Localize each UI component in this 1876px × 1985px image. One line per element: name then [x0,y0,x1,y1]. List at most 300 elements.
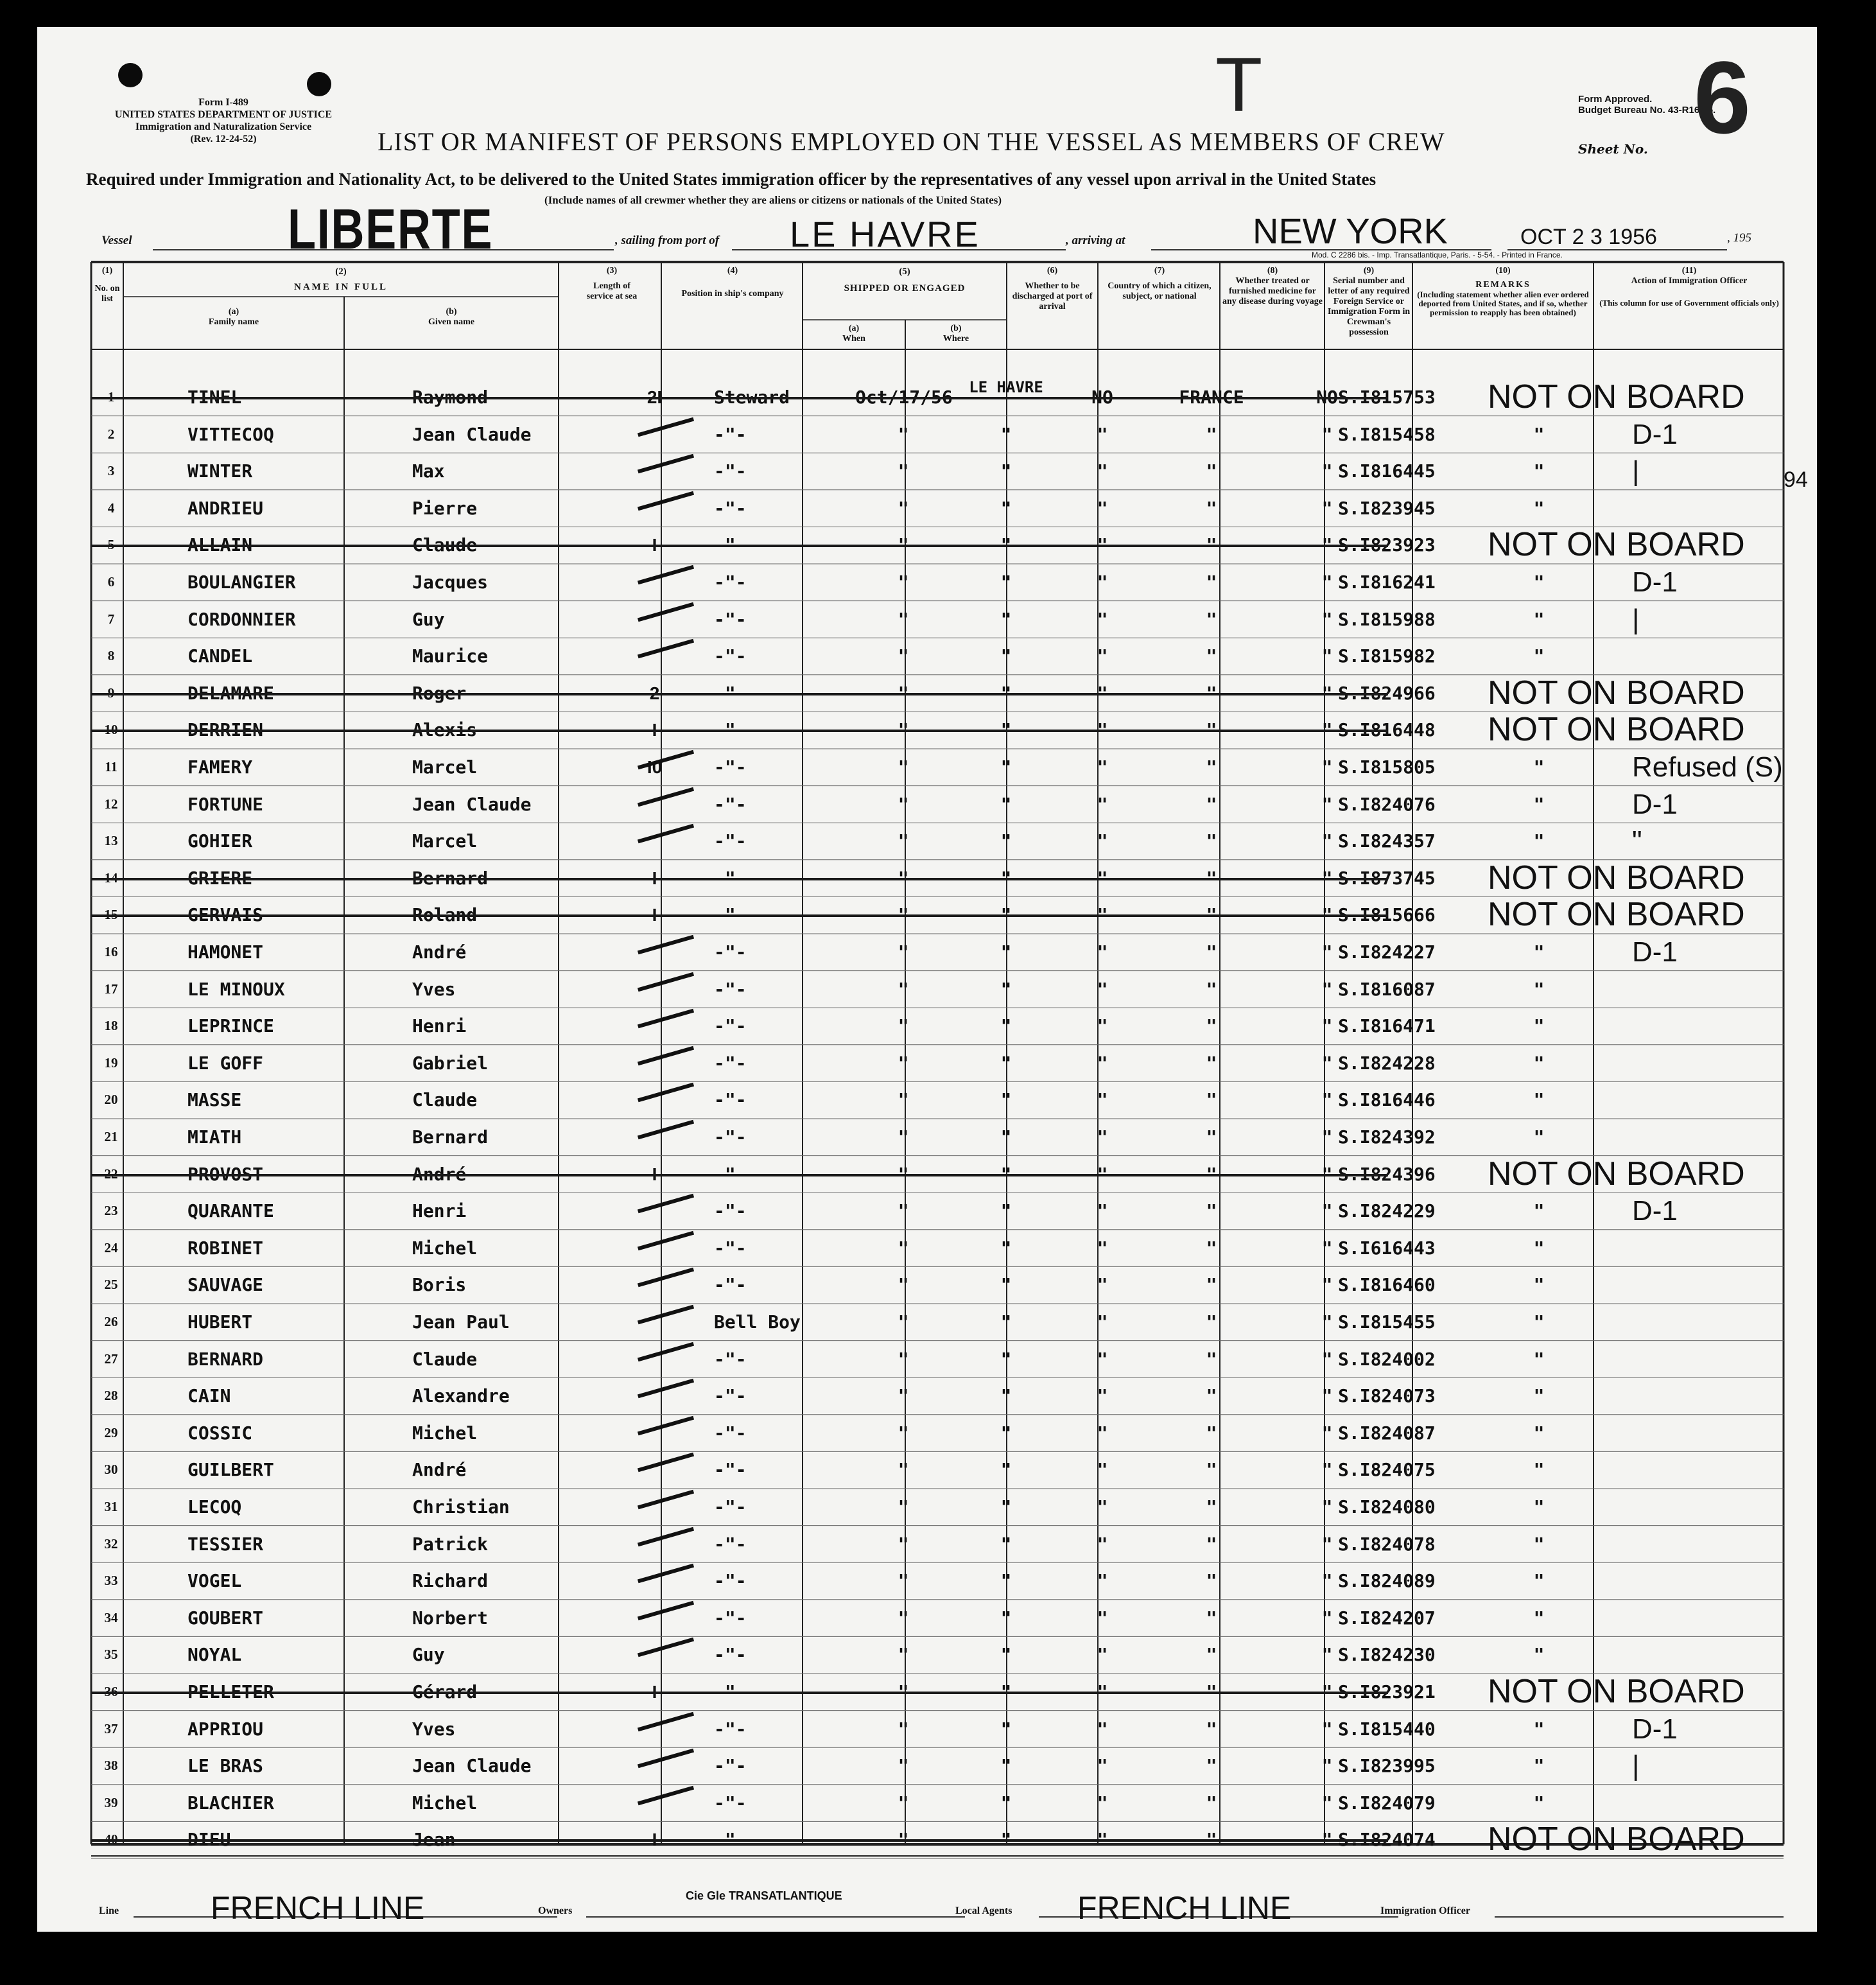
discharged-flag: " [1097,1200,1108,1222]
given-name: Guy [412,1644,445,1666]
col-remarks-header: (10) REMARKS (Including statement whether alien ever ordered deported from United States, and if so, whether permission to reapply has been obtained) [1417,266,1589,317]
shipped-when: " [898,1348,909,1370]
given-name: André [412,941,467,963]
discharged-flag: " [1097,830,1108,852]
list-number: 25 [104,1277,118,1293]
shipped-when: " [898,941,909,963]
family-name: APPRIOU [187,1718,264,1740]
medicine-flag: " [1321,1681,1333,1702]
serial-number: S.I815805 [1338,756,1436,778]
remarks: " [1533,572,1545,593]
discharged-flag: " [1097,1422,1108,1444]
shipped-where: " [1000,719,1012,741]
country: " [1206,1459,1217,1481]
discharged-flag: " [1097,1126,1108,1148]
table-row [91,379,1825,416]
shipped-where: " [1000,1718,1012,1740]
line-value: FRENCH LINE [211,1890,425,1926]
list-number: 24 [104,1239,118,1255]
table-row [91,1377,1825,1415]
officer-action [1632,1266,1825,1304]
shipped-when: " [898,830,909,852]
family-name: BERNARD [187,1348,264,1370]
position: -"- [714,1385,747,1407]
family-name: QUARANTE [187,1200,274,1222]
remarks: " [1533,1570,1545,1592]
shipped-where: " [1000,1792,1012,1814]
table-row [91,1747,1825,1785]
given-name: Pierre [412,497,478,519]
strike-through-line [91,545,1388,547]
family-name: LE BRAS [187,1755,264,1777]
position: -"- [714,1200,747,1222]
shipped-where: " [1000,1644,1012,1666]
position: -"- [714,756,747,778]
discharged-flag: " [1097,423,1108,445]
discharged-flag: " [1097,1348,1108,1370]
service-length: I [652,1830,657,1850]
country: " [1206,1792,1217,1814]
shipped-where: " [1000,645,1012,667]
medicine-flag: " [1321,978,1333,1000]
country: " [1206,1570,1217,1592]
serial-number: S.I816087 [1338,978,1436,1000]
table-row [91,712,1825,749]
country: " [1206,460,1217,482]
shipped-where: " [1000,1459,1012,1481]
shipped-when: " [898,1570,909,1592]
officer-action: D-1 [1632,566,1678,598]
position: -"- [714,682,747,704]
given-name: Roger [412,682,467,704]
table-row [91,675,1825,712]
shipped-where: " [1000,682,1012,704]
shipped-when: " [898,978,909,1000]
officer-action: D-1 [1632,1195,1678,1227]
not-on-board-stamp: NOT ON BOARD [1488,859,1745,896]
country: " [1206,978,1217,1000]
service-length: I [652,720,657,740]
not-on-board-stamp: NOT ON BOARD [1488,1821,1745,1858]
list-number: 7 [107,611,115,627]
list-number: 19 [104,1054,118,1071]
serial-number: S.I816445 [1338,460,1436,482]
given-name: Henri [412,1015,467,1037]
medicine-flag: " [1321,1533,1333,1555]
given-name: Marcel [412,756,478,778]
col-medicine-header: (8) Whether treated or furnished medicine for any disease during voyage [1222,266,1323,306]
table-row [91,1674,1825,1711]
serial-number: S.I824073 [1338,1385,1436,1407]
serial-number: S.I816471 [1338,1015,1436,1037]
medicine-flag: " [1321,572,1333,593]
medicine-flag: " [1321,1755,1333,1777]
discharged-flag: " [1097,645,1108,667]
shipped-where: " [1000,1311,1012,1333]
medicine-flag: " [1321,941,1333,963]
medicine-flag: " [1321,1792,1333,1814]
officer-action [1632,1377,1825,1415]
serial-number: S.I824966 [1338,682,1436,704]
country: " [1206,793,1217,815]
col-given-header: (b) Given name [428,307,474,327]
family-name: MIATH [187,1126,242,1148]
shipped-when: " [898,608,909,630]
list-number: 12 [104,796,118,812]
family-name: COSSIC [187,1422,253,1444]
col-country-header: (7) Country of which a citizen, subject, or national [1107,266,1212,301]
shipped-where: " [1000,1163,1012,1185]
officer-action: | [1632,1750,1640,1782]
list-number: 40 [104,1832,118,1848]
form-number: Form I-489 [198,97,248,108]
medicine-flag: " [1321,1052,1333,1074]
remarks: " [1533,460,1545,482]
family-name: PROVOST [187,1163,264,1185]
discharged-flag: " [1097,793,1108,815]
shipped-where: " [1000,793,1012,815]
given-name: Jean Claude [412,423,532,445]
medicine-flag: " [1321,1570,1333,1592]
shipped-when: " [898,423,909,445]
family-name: TINEL [187,387,242,408]
medicine-flag: " [1321,1126,1333,1148]
list-number: 38 [104,1758,118,1774]
position: -"- [714,1422,747,1444]
owners-underline [586,1916,965,1918]
list-number: 31 [104,1499,118,1514]
remarks: " [1533,1459,1545,1481]
table-row [91,1489,1825,1526]
service-length: 2 [649,683,660,703]
shipped-where: " [1000,941,1012,963]
shipped-where: " [1000,1496,1012,1517]
remarks: " [1533,1015,1545,1037]
list-number: 2 [107,426,115,442]
shipped-where: " [1000,460,1012,482]
discharged-flag: " [1097,1570,1108,1592]
table-row [91,638,1825,675]
serial-number: S.I823995 [1338,1755,1436,1777]
given-name: Claude [412,534,478,556]
remarks: " [1533,1385,1545,1407]
serial-number: S.I815440 [1338,1718,1436,1740]
given-name: Jean Claude [412,793,532,815]
officer-action: D-1 [1632,418,1678,450]
printer-note: Mod. C 2286 bis. - Imp. Transatlantique, Paris. - 5-54. - Printed in France. [1312,250,1563,259]
family-name: PELLETER [187,1681,274,1702]
shipped-where: " [1000,1607,1012,1629]
family-name: WINTER [187,460,253,482]
list-number: 36 [104,1684,118,1699]
service-length: I [652,1682,657,1702]
given-name: Bernard [412,867,489,889]
country: " [1206,1052,1217,1074]
officer-action: D-1 [1632,1713,1678,1745]
officer-action [1632,971,1825,1008]
serial-number: S.I824357 [1338,830,1436,852]
given-name: Max [412,460,445,482]
table-row [91,1081,1825,1119]
list-number: 14 [104,870,118,886]
col-discharged-header: (6) Whether to be discharged at port of arrival [1012,266,1093,311]
family-name: DELAMARE [187,682,274,704]
not-on-board-stamp: NOT ON BOARD [1488,674,1745,712]
country: " [1206,1644,1217,1666]
table-row [91,564,1825,601]
discharged-flag: " [1097,1274,1108,1296]
shipped-when: " [898,1052,909,1074]
strike-through-line [91,914,1388,917]
remarks: " [1533,497,1545,519]
country: " [1206,867,1217,889]
given-name: Yves [412,1718,456,1740]
family-name: GRIERE [187,867,253,889]
medicine-flag: " [1321,1459,1333,1481]
medicine-flag: " [1321,719,1333,741]
shipped-when: " [898,1607,909,1629]
position: Bell Boy [714,1311,801,1333]
medicine-flag: " [1321,1089,1333,1111]
not-on-board-stamp: NOT ON BOARD [1488,711,1745,749]
service-length: I0 [647,757,663,777]
given-name: Raymond [412,387,489,408]
table-row [91,1451,1825,1489]
discharged-flag: " [1097,867,1108,889]
position: -"- [714,793,747,815]
budget-bureau-number: Budget Bureau No. 43-R165.5. [1578,105,1716,116]
approval-text: Form Approved. [1578,94,1653,105]
table-row [91,1193,1825,1230]
table-row [91,971,1825,1008]
shipped-where: " [1000,608,1012,630]
shipped-when: " [898,756,909,778]
position: -"- [714,1570,747,1592]
country: " [1206,1496,1217,1517]
shipped-when: " [898,1681,909,1702]
discharged-flag: " [1097,682,1108,704]
discharged-flag: " [1097,1089,1108,1111]
serial-number: S.I816446 [1338,1089,1436,1111]
remarks: " [1533,793,1545,815]
sailing-label: , sailing from port of [615,234,720,247]
medicine-flag: " [1321,423,1333,445]
given-name: Claude [412,1089,478,1111]
country: " [1206,1607,1217,1629]
discharged-flag: " [1097,608,1108,630]
position: -"- [714,1607,747,1629]
given-name: Alexis [412,719,478,741]
table-row [91,934,1825,971]
list-number: 21 [104,1129,118,1144]
serial-number: S.I873745 [1338,867,1436,889]
discharged-flag: " [1097,1755,1108,1777]
officer-action [1632,490,1825,527]
list-number: 28 [104,1388,118,1404]
shipped-where: " [1000,1348,1012,1370]
shipped-when: " [898,1089,909,1111]
strike-through-line [91,730,1388,732]
list-number: 5 [107,537,115,553]
position: -"- [714,1681,747,1702]
serial-number: S.I616443 [1338,1237,1436,1259]
medicine-flag: " [1321,1237,1333,1259]
discharged-flag: " [1097,719,1108,741]
table-row [91,1266,1825,1304]
country: " [1206,1237,1217,1259]
port-of-departure: LE HAVRE [790,214,980,254]
medicine-flag: " [1321,867,1333,889]
shipped-when: " [898,904,909,926]
list-number: 33 [104,1573,118,1589]
given-name: Guy [412,608,445,630]
given-name: Michel [412,1422,478,1444]
shipped-where: " [1000,1829,1012,1851]
table-row [91,1711,1825,1748]
remarks: " [1533,1237,1545,1259]
list-number: 37 [104,1720,118,1736]
table-row [91,1415,1825,1452]
list-number: 13 [104,833,118,849]
serial-number: S.I824087 [1338,1422,1436,1444]
medicine-flag: " [1321,1496,1333,1517]
position: -"- [714,1015,747,1037]
strike-through-line [91,1692,1388,1694]
remarks: " [1533,1348,1545,1370]
shipped-when: " [898,1533,909,1555]
shipped-where: " [1000,904,1012,926]
country: " [1206,1829,1217,1851]
medicine-flag: " [1321,830,1333,852]
given-name: Marcel [412,830,478,852]
country: " [1206,719,1217,741]
position: -"- [714,1348,747,1370]
table-row [91,1008,1825,1045]
family-name: LEPRINCE [187,1015,274,1037]
family-name: HUBERT [187,1311,253,1333]
shipped-where: " [1000,830,1012,852]
family-name: SAUVAGE [187,1274,264,1296]
family-name: FAMERY [187,756,253,778]
family-name: CORDONNIER [187,608,296,630]
shipped-when: " [898,1163,909,1185]
serial-number: S.I824230 [1338,1644,1436,1666]
shipped-where: " [1000,1274,1012,1296]
officer-action [1632,1451,1825,1489]
medicine-flag: " [1321,793,1333,815]
position: -"- [714,867,747,889]
remarks: " [1533,830,1545,852]
position: -"- [714,1089,747,1111]
list-number: 30 [104,1462,118,1478]
remarks: " [1533,1126,1545,1148]
given-name: Alexandre [412,1385,510,1407]
position: -"- [714,830,747,852]
owners-value: Cie Gle TRANSATLANTIQUE [686,1889,842,1902]
medicine-flag: " [1321,1348,1333,1370]
country: " [1206,1163,1217,1185]
officer-action [1632,1785,1825,1822]
list-number: 26 [104,1314,118,1329]
family-name: ALLAIN [187,534,253,556]
table-row [91,1156,1825,1193]
shipped-when: " [898,719,909,741]
shipped-where: " [1000,1015,1012,1037]
service-length: I [652,868,657,888]
shipped-where: " [1000,978,1012,1000]
remarks: " [1533,1755,1545,1777]
serial-number: S.I824075 [1338,1459,1436,1481]
family-name: DERRIEN [187,719,264,741]
country: " [1206,1311,1217,1333]
shipped-when: " [898,1792,909,1814]
position: -"- [714,719,747,741]
shipped-when: " [898,534,909,556]
country: " [1206,608,1217,630]
discharged-flag: NO [1091,387,1113,408]
officer-action [1632,1008,1825,1045]
port-of-arrival: NEW YORK [1253,211,1448,251]
shipped-when: " [898,793,909,815]
remarks: " [1533,978,1545,1000]
remarks: " [1533,645,1545,667]
shipped-when: " [898,1755,909,1777]
serial-number: S.I815455 [1338,1311,1436,1333]
strike-through-line [91,1839,1388,1842]
family-name: MASSE [187,1089,242,1111]
shipped-when: " [898,1200,909,1222]
table-row [91,490,1825,527]
department-name: UNITED STATES DEPARTMENT OF JUSTICE [114,109,333,120]
family-name: GUILBERT [187,1459,274,1481]
given-name: Claude [412,1348,478,1370]
position: -"- [714,904,747,926]
shipped-when: " [898,1015,909,1037]
discharged-flag: " [1097,572,1108,593]
shipped-where: " [1000,1126,1012,1148]
position: Steward [714,387,790,408]
position: -"- [714,1274,747,1296]
table-row [91,1119,1825,1156]
family-name: NOYAL [187,1644,242,1666]
medicine-flag: " [1321,534,1333,556]
family-name: BOULANGIER [187,572,296,593]
serial-number: S.I824079 [1338,1792,1436,1814]
serial-number: S.I815458 [1338,423,1436,445]
table-row [91,1526,1825,1563]
officer-action: D-1 [1632,936,1678,968]
shipped-when: " [898,1237,909,1259]
discharged-flag: " [1097,756,1108,778]
given-name: Jean Paul [412,1311,510,1333]
not-on-board-stamp: NOT ON BOARD [1488,1155,1745,1193]
side-note: 94 [1784,468,1808,492]
family-name: LE MINOUX [187,978,285,1000]
position: -"- [714,1533,747,1555]
country: " [1206,1348,1217,1370]
table-row [91,1562,1825,1600]
position: -"- [714,645,747,667]
position: -"- [714,1755,747,1777]
remarks: " [1533,1200,1545,1222]
shipped-where: " [1000,572,1012,593]
discharged-flag: " [1097,1385,1108,1407]
discharged-flag: " [1097,1163,1108,1185]
country: " [1206,645,1217,667]
country: " [1206,1718,1217,1740]
discharged-flag: " [1097,497,1108,519]
remarks: " [1533,1422,1545,1444]
